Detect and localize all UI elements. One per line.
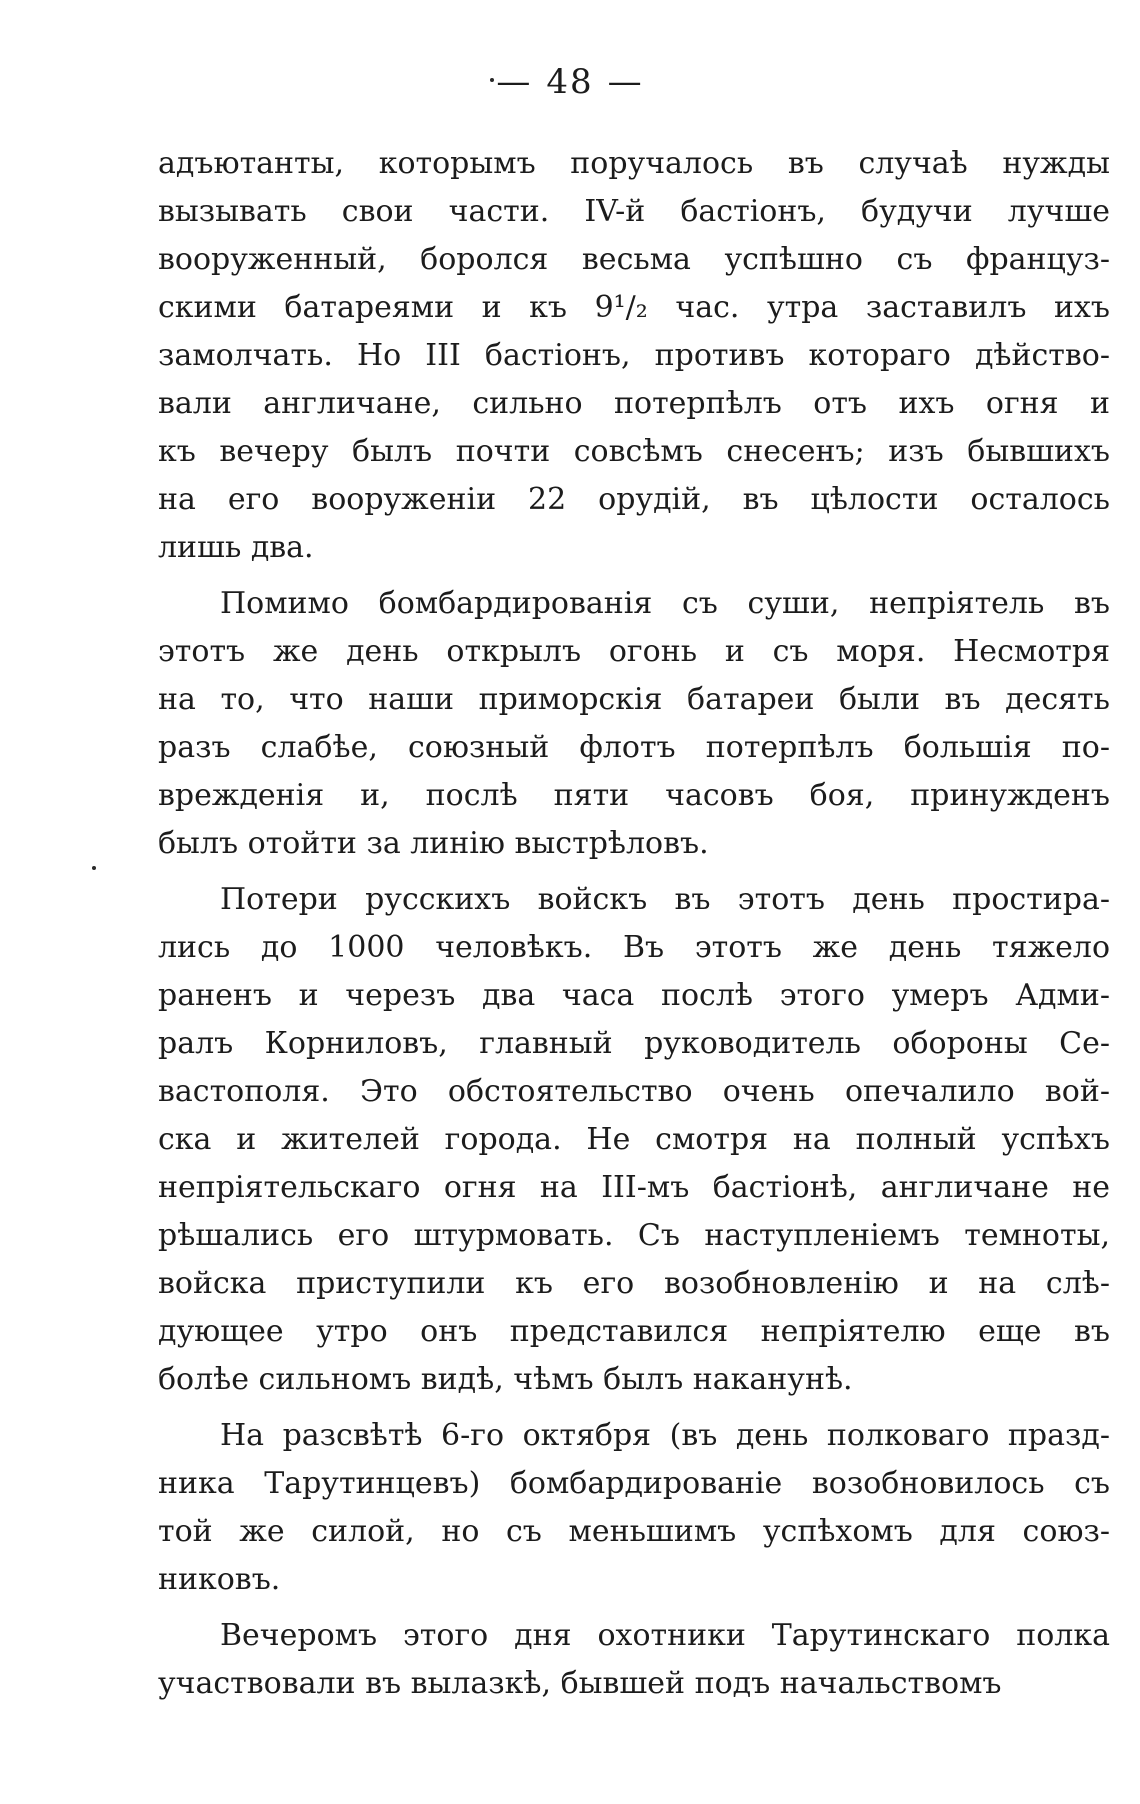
text-line: На разсвѣтѣ 6-го октября (въ день полковаго празд- — [220, 1418, 1110, 1453]
text-line: на его вооруженіи 22 орудій, въ цѣлости осталось — [158, 482, 1110, 517]
dash-right: — — [607, 62, 644, 102]
text-line: Потери русскихъ войскъ въ этотъ день простира- — [220, 882, 1110, 917]
text-line: рѣшались его штурмовать. Съ наступленіемъ темноты, — [158, 1218, 1110, 1253]
text-line: раненъ и черезъ два часа послѣ этого умеръ Адми- — [158, 978, 1110, 1013]
text-line: врежденія и, послѣ пяти часовъ боя, принужденъ — [158, 778, 1110, 813]
text-line: адъютанты, которымъ поручалось въ случаѣ нужды — [158, 146, 1110, 181]
text-line: къ вечеру былъ почти совсѣмъ снесенъ; изъ бывшихъ — [158, 434, 1110, 469]
text-line: Помимо бомбардированія съ суши, непріятель въ — [220, 586, 1110, 621]
text-line: былъ отойти за линію выстрѣловъ. — [158, 826, 709, 861]
text-line: войска приступили къ его возобновленію и на слѣ- — [158, 1266, 1110, 1301]
text-line: дующее утро онъ представился непріятелю еще въ — [158, 1314, 1110, 1349]
text-line: на то, что наши приморскія батареи были въ десять — [158, 682, 1110, 717]
text-line: этотъ же день открылъ огонь и съ моря. Несмотря — [158, 634, 1110, 669]
text-line: Вечеромъ этого дня охотники Тарутинскаго полка — [220, 1618, 1110, 1653]
body-text — [158, 140, 1110, 1716]
dash-left: — — [496, 62, 533, 102]
text-line: скими батареями и къ 9¹/₂ час. утра заставилъ ихъ — [158, 290, 1110, 325]
page-number: 48 — [546, 62, 594, 102]
paragraph — [158, 140, 1110, 572]
text-line: ника Тарутинцевъ) бомбардированіе возобновилось съ — [158, 1466, 1110, 1501]
text-line: непріятельскаго огня на III-мъ бастіонѣ, англичане не — [158, 1170, 1110, 1205]
text-line: ска и жителей города. Не смотря на полный успѣхъ — [158, 1122, 1110, 1157]
text-line: никовъ. — [158, 1562, 281, 1597]
text-line: той же силой, но съ меньшимъ успѣхомъ для союз- — [158, 1514, 1110, 1549]
paragraph — [158, 580, 1110, 868]
text-line: лишь два. — [158, 530, 314, 565]
text-line: разъ слабѣе, союзный флотъ потерпѣлъ большія по- — [158, 730, 1110, 765]
paragraph — [158, 1412, 1110, 1604]
text-line: замолчать. Но III бастіонъ, противъ котораго дѣйство- — [158, 338, 1110, 373]
text-line: лись до 1000 человѣкъ. Въ этотъ же день тяжело — [158, 930, 1110, 965]
text-line: вали англичане, сильно потерпѣлъ отъ ихъ огня и — [158, 386, 1110, 421]
paragraph — [158, 1612, 1110, 1708]
text-line: вызывать свои части. IV-й бастіонъ, будучи лучше — [158, 194, 1110, 229]
page-number-header — [0, 62, 1140, 102]
text-line: ралъ Корниловъ, главный руководитель обороны Се- — [158, 1026, 1110, 1061]
text-line: болѣе сильномъ видѣ, чѣмъ былъ наканунѣ. — [158, 1362, 853, 1397]
paragraph — [158, 876, 1110, 1404]
print-speck — [490, 78, 494, 82]
text-line: вастополя. Это обстоятельство очень опечалило вой- — [158, 1074, 1110, 1109]
print-speck — [92, 866, 96, 870]
text-line: участвовали въ вылазкѣ, бывшей подъ начальствомъ — [158, 1666, 1002, 1701]
text-line: вооруженный, боролся весьма успѣшно съ француз- — [158, 242, 1110, 277]
